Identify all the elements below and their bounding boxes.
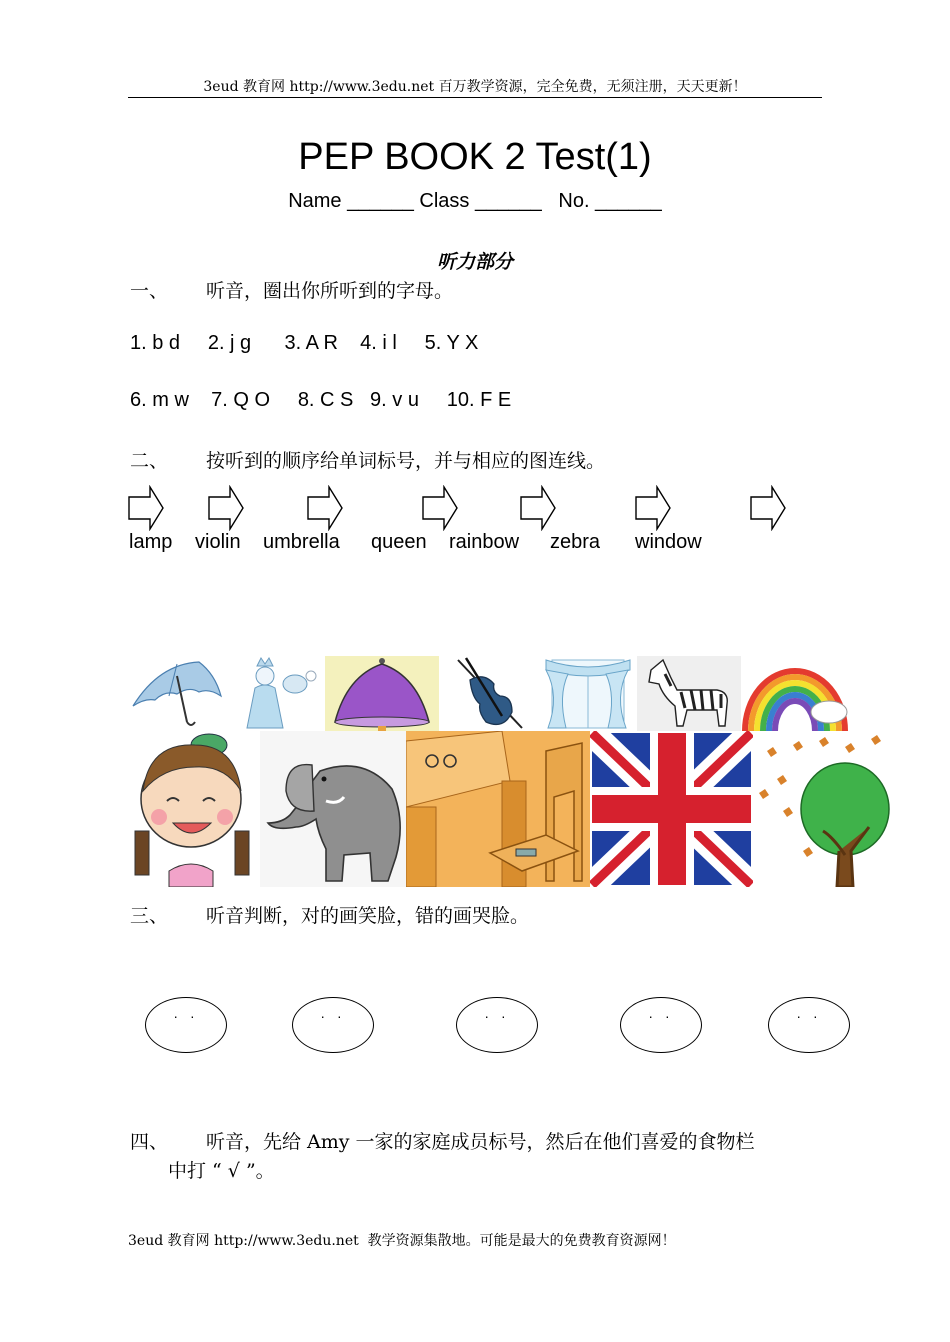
page-title: PEP BOOK 2 Test(1): [298, 136, 652, 178]
lamp-picture: [325, 656, 439, 731]
queen-picture: [227, 656, 325, 731]
word-umbrella: umbrella: [263, 531, 340, 553]
section-2-instruction: 按听到的顺序给单词标号，并与相应的图连线。: [206, 450, 606, 472]
section-1-number: 一、: [130, 280, 169, 302]
arrow-icon: [750, 485, 786, 531]
section-4-instruction-continued: 中打 “ √ ”。: [168, 1160, 275, 1182]
name-class-number-line: Name ______ Class ______ No. ______: [288, 190, 662, 212]
section-1-instruction: 听音，圈出你所听到的字母。: [206, 280, 454, 302]
section-3-number: 三、: [130, 905, 169, 927]
face-circle-5[interactable]: [768, 997, 850, 1053]
window-picture: [538, 656, 637, 731]
face-eyes: · ·: [648, 1008, 674, 1024]
word-violin: violin: [195, 531, 241, 553]
face-eyes: · ·: [320, 1008, 346, 1024]
face-eyes: · ·: [796, 1008, 822, 1024]
umbrella-picture: [129, 656, 225, 731]
word-lamp: lamp: [129, 531, 173, 553]
letter-row-1: 1. b d 2. j g 3. A R 4. i l 5. Y X: [130, 332, 479, 354]
word-window: window: [635, 531, 702, 553]
arrow-icon: [520, 485, 556, 531]
girl-picture: [129, 731, 260, 887]
section-4-number: 四、: [130, 1131, 169, 1153]
face-eyes: · ·: [173, 1008, 199, 1024]
arrow-icon: [128, 485, 164, 531]
desk-picture: [406, 731, 590, 887]
violin-picture: [440, 656, 538, 731]
zebra-picture: [637, 656, 741, 731]
arrow-icon: [208, 485, 244, 531]
word-rainbow: rainbow: [449, 531, 520, 553]
header-rule: [128, 97, 822, 98]
face-circle-3[interactable]: [456, 997, 538, 1053]
face-circle-1[interactable]: [145, 997, 227, 1053]
section-4-instruction: 听音，先给 Amy 一家的家庭成员标号，然后在他们喜爱的食物栏: [206, 1131, 755, 1153]
word-zebra: zebra: [550, 531, 601, 553]
section-2-number: 二、: [130, 450, 169, 472]
arrow-icon: [307, 485, 343, 531]
arrow-icon: [635, 485, 671, 531]
elephant-picture: [260, 731, 406, 887]
page-header: 3eud 教育网 http://www.3edu.net 百万教学资源，完全免费，无须注册，天天更新！: [203, 79, 747, 95]
uk-flag-picture: [590, 731, 753, 887]
face-circle-4[interactable]: [620, 997, 702, 1053]
tree-picture: [753, 731, 899, 887]
arrow-icon: [422, 485, 458, 531]
face-eyes: · ·: [484, 1008, 510, 1024]
rainbow-picture: [741, 656, 850, 731]
page-footer: 3eud 教育网 http://www.3edu.net 教学资源集散地。可能是最大的免费教育资源网！: [128, 1233, 676, 1249]
face-circle-2[interactable]: [292, 997, 374, 1053]
letter-row-2: 6. m w 7. Q O 8. C S 9. v u 10. F E: [130, 389, 512, 411]
section-3-instruction: 听音判断，对的画笑脸，错的画哭脸。: [206, 905, 530, 927]
listening-heading: 听力部分: [436, 251, 513, 273]
word-queen: queen: [371, 531, 427, 553]
